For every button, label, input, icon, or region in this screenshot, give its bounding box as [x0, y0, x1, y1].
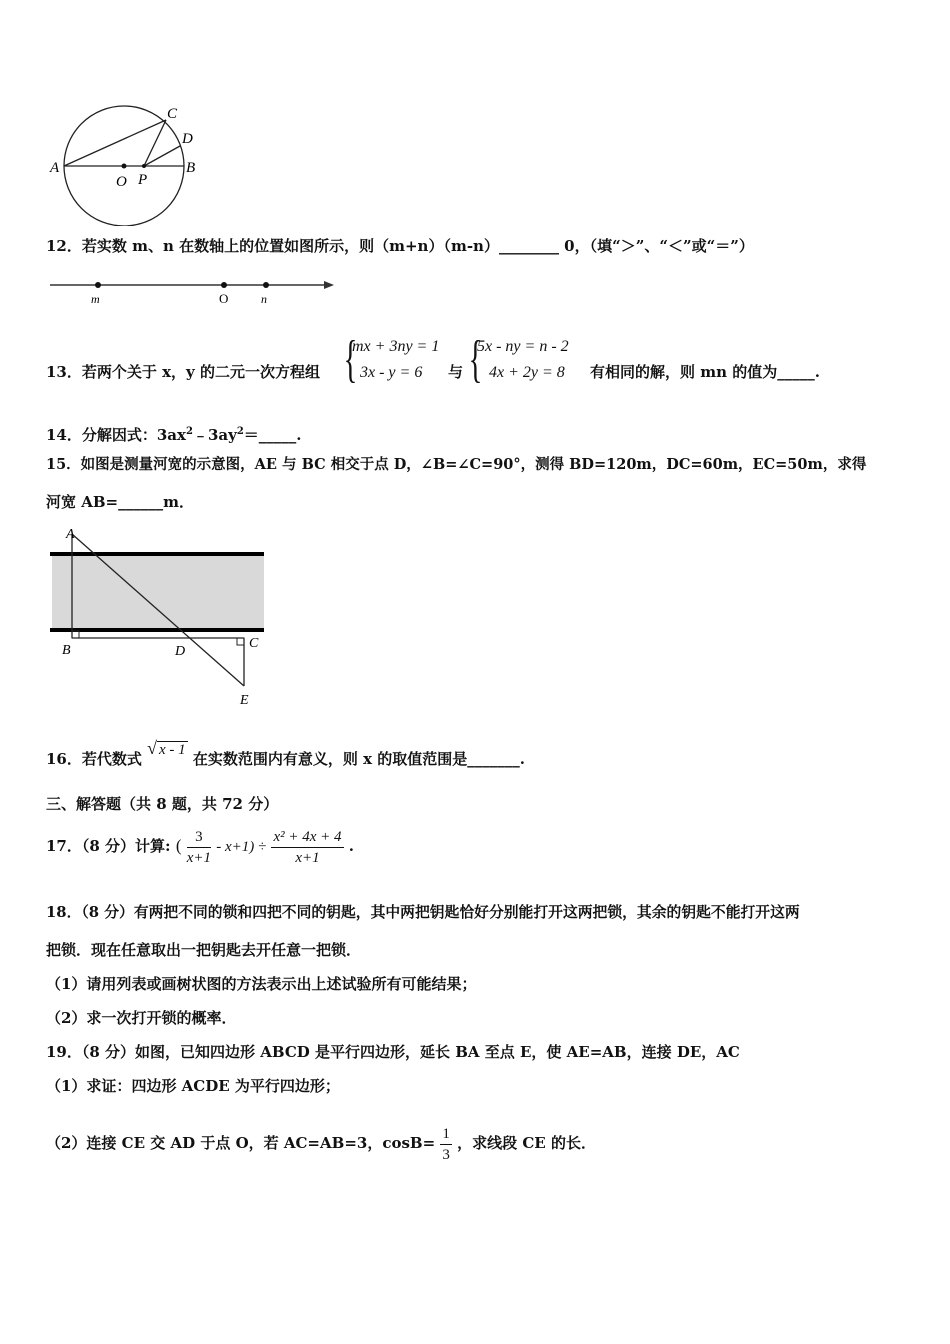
question-19-line1: 19．（8 分）如图，已知四边形 ABCD 是平行四边形，延长 BA 至点 E，使 AE=AB，连接 DE，AC — [46, 1043, 740, 1061]
label-d: D — [182, 131, 193, 147]
right-angle-b — [72, 631, 79, 638]
question-17: 17．（8 分）计算: ( $\frac{3}{x+1}$ - x+1) ÷ $\frac{\text{x² + 4x + 4}}{x+1}$ . — [46, 828, 355, 866]
question-18-line2: 把锁．现在任意取出一把钥匙去开任意一把锁． — [46, 941, 362, 959]
question-18-part1: （1）请用列表或画树状图的方法表示出上述试验所有可能结果； — [46, 975, 477, 993]
system-1 — [352, 334, 439, 386]
label-e: E — [240, 693, 249, 708]
label-a: A — [50, 160, 60, 176]
label-m: m — [91, 292, 100, 306]
point-n — [263, 282, 269, 288]
point-m — [95, 282, 101, 288]
label-n: n — [261, 292, 267, 306]
brace-2: { — [468, 331, 483, 388]
question-16: 16．若代数式 √ x - 1 在实数范围内有意义，则 x 的取值范围是_______. — [46, 738, 526, 768]
question-15-line1: 15．如图是测量河宽的示意图，AE 与 BC 相交于点 D，∠B=∠C=90°，测得 BD=120m，DC=60m，EC=50m，求得 — [46, 456, 867, 473]
question-18-line1: 18．（8 分）有两把不同的锁和四把不同的钥匙，其中两把钥匙恰好分别能打开这两把锁，其余的钥匙不能打开这两 — [46, 904, 800, 921]
number-line — [46, 272, 346, 308]
question-14: 14．分解因式：$3ax^2﹣3ay^2=\_\_\_\_\_$. — [46, 426, 302, 444]
system-2-eq2: 4x + 2y = 8 — [489, 364, 565, 381]
right-angle-c — [237, 638, 244, 645]
system-1-eq2: 3x - y = 6 — [360, 364, 423, 381]
question-12: 12．若实数 m、n 在数轴上的位置如图所示，则（m+n）（m-n）________ 0，（填“＞”、“＜”或“＝”） — [46, 237, 754, 255]
label-b: B — [186, 160, 196, 176]
river-band — [52, 554, 264, 630]
system-1-eq1: mx + 3ny = 1 — [352, 338, 440, 355]
label-d: D — [175, 644, 186, 659]
segment-pc — [144, 120, 166, 166]
question-19-part2: （2）连接 CE 交 AD 于点 O，若 AC=AB=3，cosB= $\frac{1}{3}$ ，求线段 CE 的长． — [46, 1125, 596, 1163]
label-c: C — [249, 636, 259, 651]
question-13-with: 与 — [448, 363, 464, 381]
point-o — [122, 164, 127, 169]
label-p: P — [138, 172, 148, 188]
question-19-part1: （1）求证：四边形 ACDE 为平行四边形； — [46, 1077, 340, 1095]
section-3-heading: 三、解答题（共 8 题，共 72 分） — [46, 795, 279, 813]
label-b: B — [62, 643, 71, 658]
point-o — [221, 282, 227, 288]
radicand: x - 1 — [159, 742, 186, 758]
label-c: C — [167, 106, 178, 122]
point-p — [142, 164, 146, 168]
brace-1: { — [343, 331, 358, 388]
question-18-part2: （2）求一次打开锁的概率． — [46, 1009, 237, 1027]
question-13-prefix: 13．若两个关于 x，y 的二元一次方程组 — [46, 363, 320, 381]
question-15-line2: 河宽 AB=______m． — [46, 493, 194, 511]
arrow-right-icon — [324, 281, 334, 289]
question-13-suffix: 有相同的解，则 mn 的值为_____. — [590, 363, 820, 381]
circle-figure — [44, 96, 214, 226]
system-2 — [477, 334, 569, 386]
label-o: O — [116, 174, 127, 190]
system-2-eq1: 5x - ny = n - 2 — [477, 338, 569, 355]
label-o: O — [219, 291, 229, 306]
label-a: A — [66, 527, 75, 542]
river-figure — [44, 524, 274, 714]
